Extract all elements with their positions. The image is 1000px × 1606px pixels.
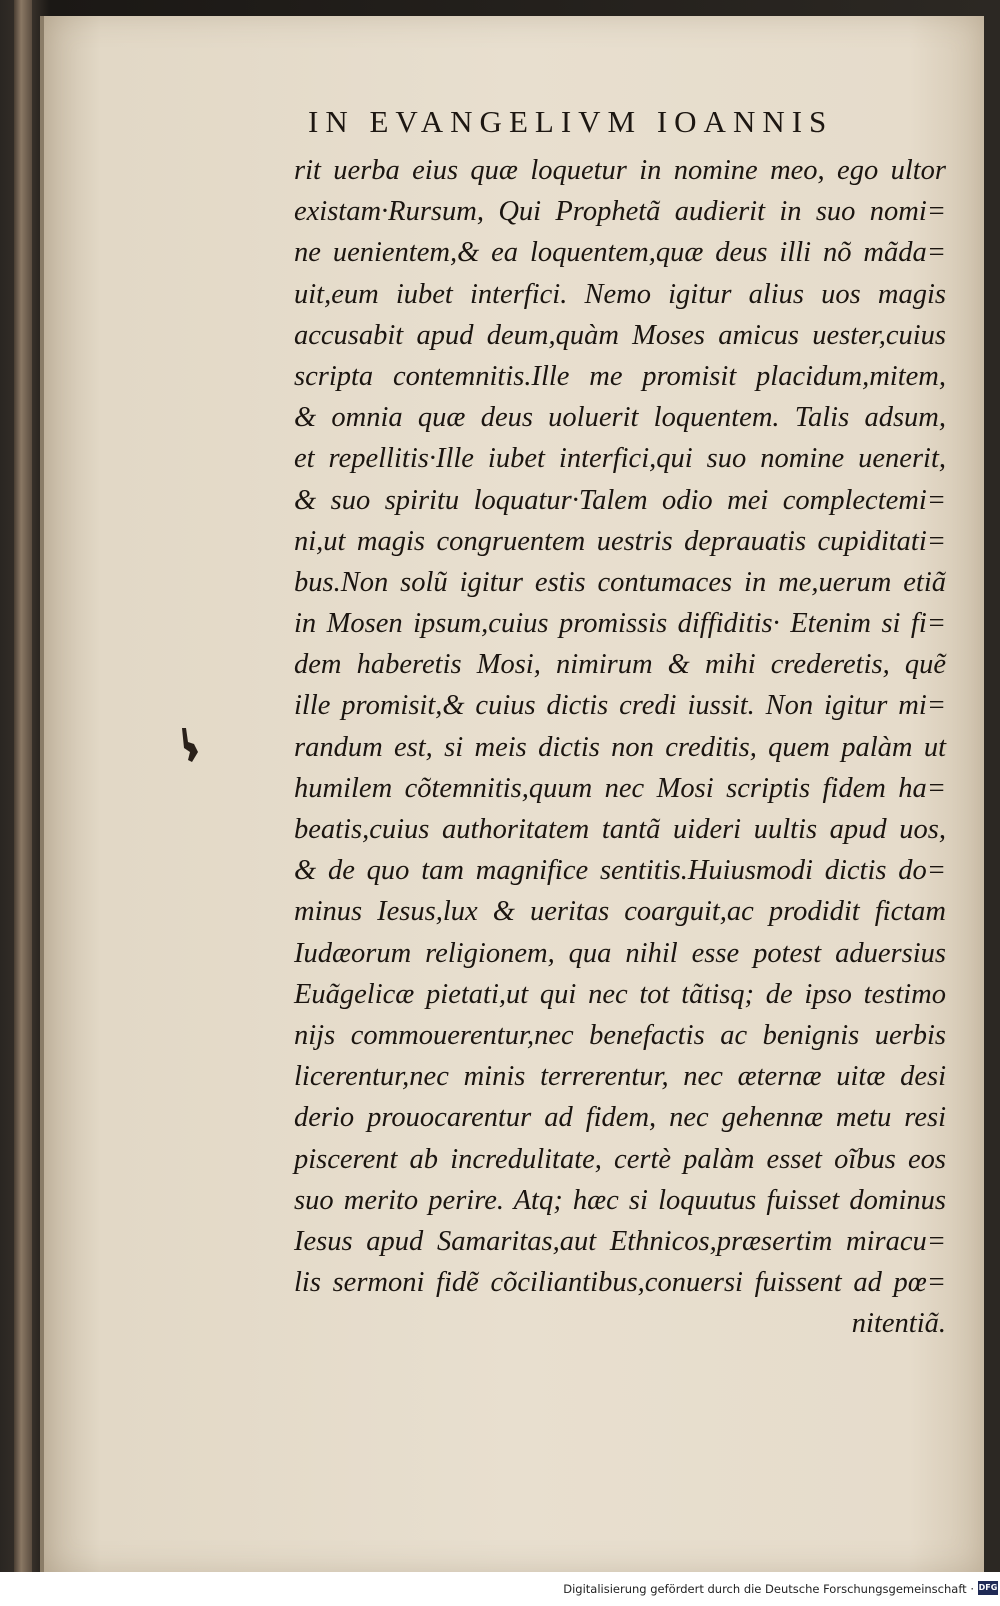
text-line: Iudæorum religionem, qua nihil esse potest aduersius [294,937,946,969]
text-line: humilem cõtemnitis,quum nec Mosi scriptis fidem ha= [294,772,946,804]
text-line: scripta contemnitis.Ille me promisit placidum,mitem, [294,360,946,392]
text-line: & omnia quæ deus uoluerit loquentem. Talis adsum, [294,402,946,434]
text-line: minus Iesus,lux & ueritas coarguit,ac prodidit fictam [294,896,946,928]
text-line: et repellitis·Ille iubet interfici,qui suo nomine uenerit, [294,443,946,475]
text-line: Iesus apud Samaritas,aut Ethnicos,præsertim miracu= [294,1225,946,1257]
dfg-logo-icon: DFG [978,1581,998,1595]
text-line: Euãgelicæ pietati,ut qui nec tot tãtisq; de ipso testimo [294,978,946,1010]
text-line: bus.Non solũ igitur estis contumaces in me,uerum etiã [294,566,946,598]
text-line: existam·Rursum, Qui Prophetã audierit in suo nomi= [294,196,946,228]
footer-bar [0,1572,1000,1606]
text-line: uit,eum iubet interfici. Nemo igitur alius uos magis [294,278,946,310]
text-line: beatis,cuius authoritatem tantã uideri uultis apud uos, [294,814,946,845]
text-line: ne uenientem,& ea loquentem,quæ deus illi nõ mãda= [294,237,946,269]
text-line: piscerent ab incredulitate, certè palàm esset oĩbus eos [294,1143,946,1175]
text-line: lis sermoni fidẽ cõciliantibus,conuersi fuissent ad pœ= [294,1267,946,1299]
text-line-last: nitentiã. [851,1308,946,1340]
text-line: & de quo tam magnifice sentitis.Huiusmodi dictis do= [294,855,946,887]
funding-credit: Digitalisierung gefördert durch die Deutsche Forschungsgemeinschaft · [563,1582,974,1596]
text-line: ille promisit,& cuius dictis credi iussit. Non igitur mi= [294,690,946,722]
text-line: & suo spiritu loquatur·Talem odio mei complectemi= [294,484,946,516]
text-line: randum est, si meis dictis non creditis, quem palàm ut [294,731,946,763]
text-line: derio prouocarentur ad fidem, nec gehennæ metu resi [294,1102,946,1134]
text-line: accusabit apud deum,quàm Moses amicus uester,cuius [294,319,946,351]
text-line: dem haberetis Mosi, nimirum & mihi crederetis, quẽ [294,649,946,681]
running-head: IN EVANGELIVM IOANNIS [308,104,834,139]
text-line: in Mosen ipsum,cuius promissis diffiditis· Etenim si fi= [294,608,946,640]
page-text [294,150,946,1344]
text-line: suo merito perire. Atq; hæc si loquutus fuisset dominus [294,1184,946,1216]
text-line: ni,ut magis congruentem uestris deprauatis cupiditati= [294,525,946,557]
manicule-mark [178,726,200,764]
text-line: rit uerba eius quæ loquetur in nomine meo, ego ultor [294,155,946,186]
text-line: licerentur,nec minis terrerentur, nec æternæ uitæ desi [294,1061,946,1093]
text-line: nijs commouerentur,nec benefactis ac benignis uerbis [294,1019,946,1051]
book-spine-edge [14,0,32,1572]
